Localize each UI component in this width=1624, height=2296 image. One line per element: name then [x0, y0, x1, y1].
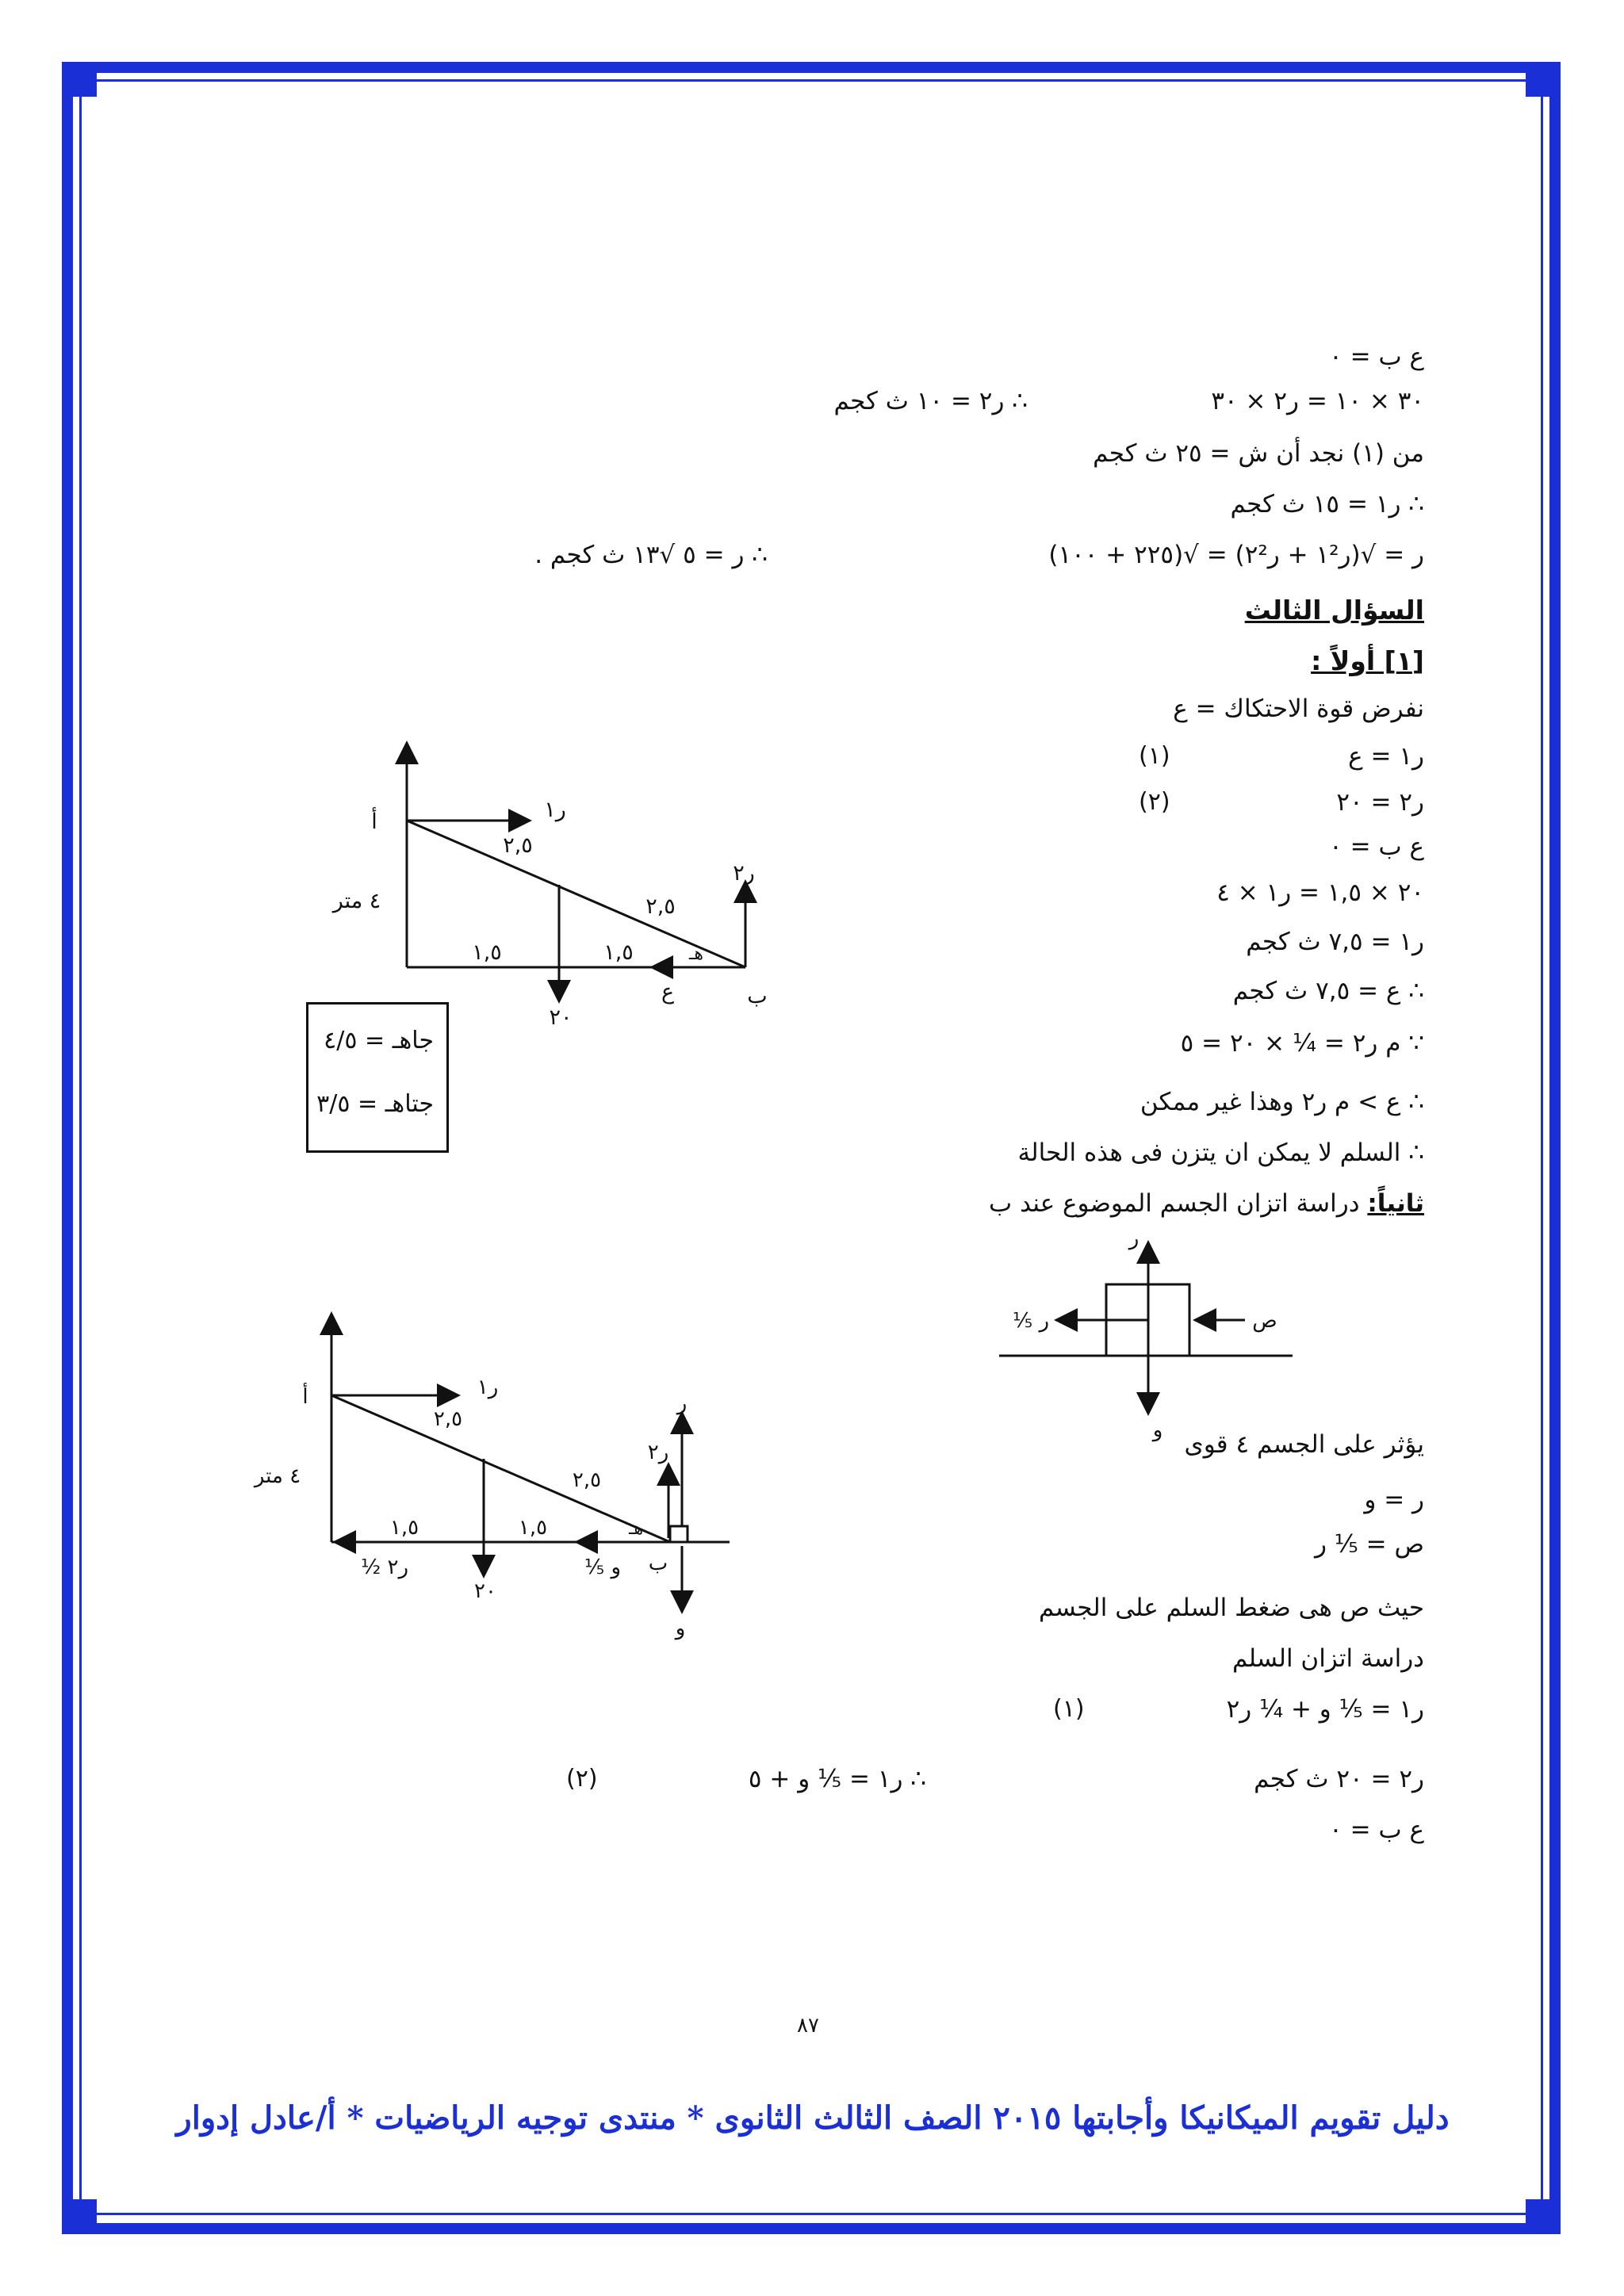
label-segment: ٢,٥: [433, 1407, 463, 1431]
text-line: ٢٠ × ١,٥ = ر١ × ٤: [1216, 878, 1424, 907]
equation-number: (١): [1053, 1695, 1085, 1723]
text-line: ر٢ = ٢٠ ث كجم: [1254, 1765, 1424, 1793]
label-r2: ر٢: [647, 1441, 669, 1464]
label-weight: ٢٠: [474, 1579, 496, 1603]
label-base: ١,٥: [603, 940, 634, 965]
label-left: ⅕ ر: [1012, 1309, 1050, 1333]
text-line: نفرض قوة الاحتكاك = ع: [1173, 695, 1424, 723]
ladder-diagram-2: [230, 1300, 753, 1641]
label-segment: ٢,٥: [503, 833, 533, 858]
ladder-line: [331, 1395, 670, 1542]
footer-text: دليل تقويم الميكانيكا وأجابتها ٢٠١٥ الصف الثالث الثانوى * منتدى توجيه الرياضيات * أ/عادل إدوار: [176, 2099, 1450, 2137]
equation-number: (٢): [566, 1765, 598, 1793]
equation-number: (١): [1139, 742, 1170, 770]
label-b: ب: [648, 1552, 668, 1575]
text-line: ∵ م ر٢ = ¼ × ٢٠ = ٥: [1180, 1029, 1424, 1058]
text-line: ∴ ر = ٥ √١٣ ث كجم .: [534, 541, 768, 569]
part-title: [١] أولاً :: [1311, 645, 1424, 676]
part-title: ثانياً:: [1367, 1189, 1424, 1218]
border-corner: [62, 2199, 97, 2234]
label-r1: ر١: [477, 1376, 499, 1399]
label-right: ص: [1252, 1309, 1277, 1333]
text-line: ع ب = ٠: [1329, 342, 1424, 371]
text-line: ∴ ر١ = ١٥ ث كجم: [1230, 490, 1424, 519]
label-segment: ٢,٥: [645, 894, 676, 919]
label-bottom: و: [1152, 1418, 1163, 1442]
label-a: أ: [371, 809, 377, 834]
label-angle: هـ: [628, 1519, 644, 1539]
text-line: دراسة اتزان السلم: [1231, 1644, 1424, 1673]
label-r: ر: [676, 1391, 688, 1415]
text-line: ع ب = ٠: [1329, 1816, 1424, 1844]
text-line: ر١ = ع: [1348, 742, 1424, 771]
section-title: السؤال الثالث: [1244, 595, 1424, 626]
label-angle: هـ: [688, 944, 704, 964]
trig-cos: جتاهـ = ٣/٥: [316, 1090, 434, 1118]
text-line: ∴ ر٢ = ١٠ ث كجم: [833, 387, 1028, 415]
label-r2: ر٢: [733, 861, 755, 886]
text-line: ر٢ = ٢٠: [1336, 788, 1424, 817]
label-top: ر: [1128, 1229, 1139, 1250]
label-r1: ر١: [544, 798, 566, 822]
text-line: ع ب = ٠: [1329, 832, 1424, 861]
label-height: ٤ متر: [254, 1464, 301, 1488]
text-line: ر = و: [1364, 1486, 1424, 1514]
text-line: ر١ = ⅕ و + ¼ ر٢: [1226, 1695, 1424, 1724]
body-diagram: [983, 1229, 1316, 1443]
label-segment: ٢,٥: [572, 1468, 602, 1492]
text-line: ٣٠ × ١٠ = ر٢ × ٣٠: [1211, 387, 1424, 415]
label-friction: ع: [661, 980, 675, 1004]
border-corner: [1526, 2199, 1561, 2234]
border-corner: [1526, 62, 1561, 97]
text-line: ر١ = ٧,٥ ث كجم: [1246, 928, 1424, 956]
border-corner: [62, 62, 97, 97]
page-number: ٨٧: [797, 2014, 819, 2038]
body-box: [670, 1526, 688, 1542]
trig-box: [306, 1002, 449, 1153]
label-base: ١,٥: [472, 940, 502, 965]
label-base: ١,٥: [518, 1516, 548, 1540]
text-line: ∴ ع > م ر٢ وهذا غير ممكن: [1139, 1088, 1424, 1116]
label-bottom: و: [675, 1617, 686, 1640]
text-line: ∴ السلم لا يمكن ان يتزن فى هذه الحالة: [1017, 1138, 1424, 1167]
text-line: [989, 1189, 1424, 1218]
label-force: ½ ر٢: [361, 1556, 408, 1579]
label-b: ب: [747, 984, 768, 1008]
text-line: ص = ⅕ ر: [1314, 1530, 1424, 1559]
text-line: ∴ ع = ٧,٥ ث كجم: [1232, 977, 1424, 1005]
text-line: حيث ص هى ضغط السلم على الجسم: [1038, 1594, 1424, 1622]
label-friction: ⅕ و: [584, 1556, 622, 1579]
label-height: ٤ متر: [332, 889, 381, 913]
label-a: أ: [302, 1385, 308, 1409]
text-line: ∴ ر١ = ⅕ و + ٥: [748, 1765, 926, 1793]
text-line: ر = √(ر١² + ر٢²) = √(٢٢٥ + ١٠٠): [1048, 541, 1424, 569]
text-line: دراسة اتزان الجسم الموضوع عند ب: [989, 1189, 1368, 1218]
text-line: من (١) نجد أن ش = ٢٥ ث كجم: [1093, 439, 1424, 468]
trig-sin: جاهـ = ٤/٥: [324, 1027, 434, 1054]
label-base: ١,٥: [389, 1516, 419, 1540]
text-line: يؤثر على الجسم ٤ قوى: [1184, 1430, 1424, 1459]
equation-number: (٢): [1139, 788, 1170, 816]
label-weight: ٢٠: [549, 1005, 573, 1030]
